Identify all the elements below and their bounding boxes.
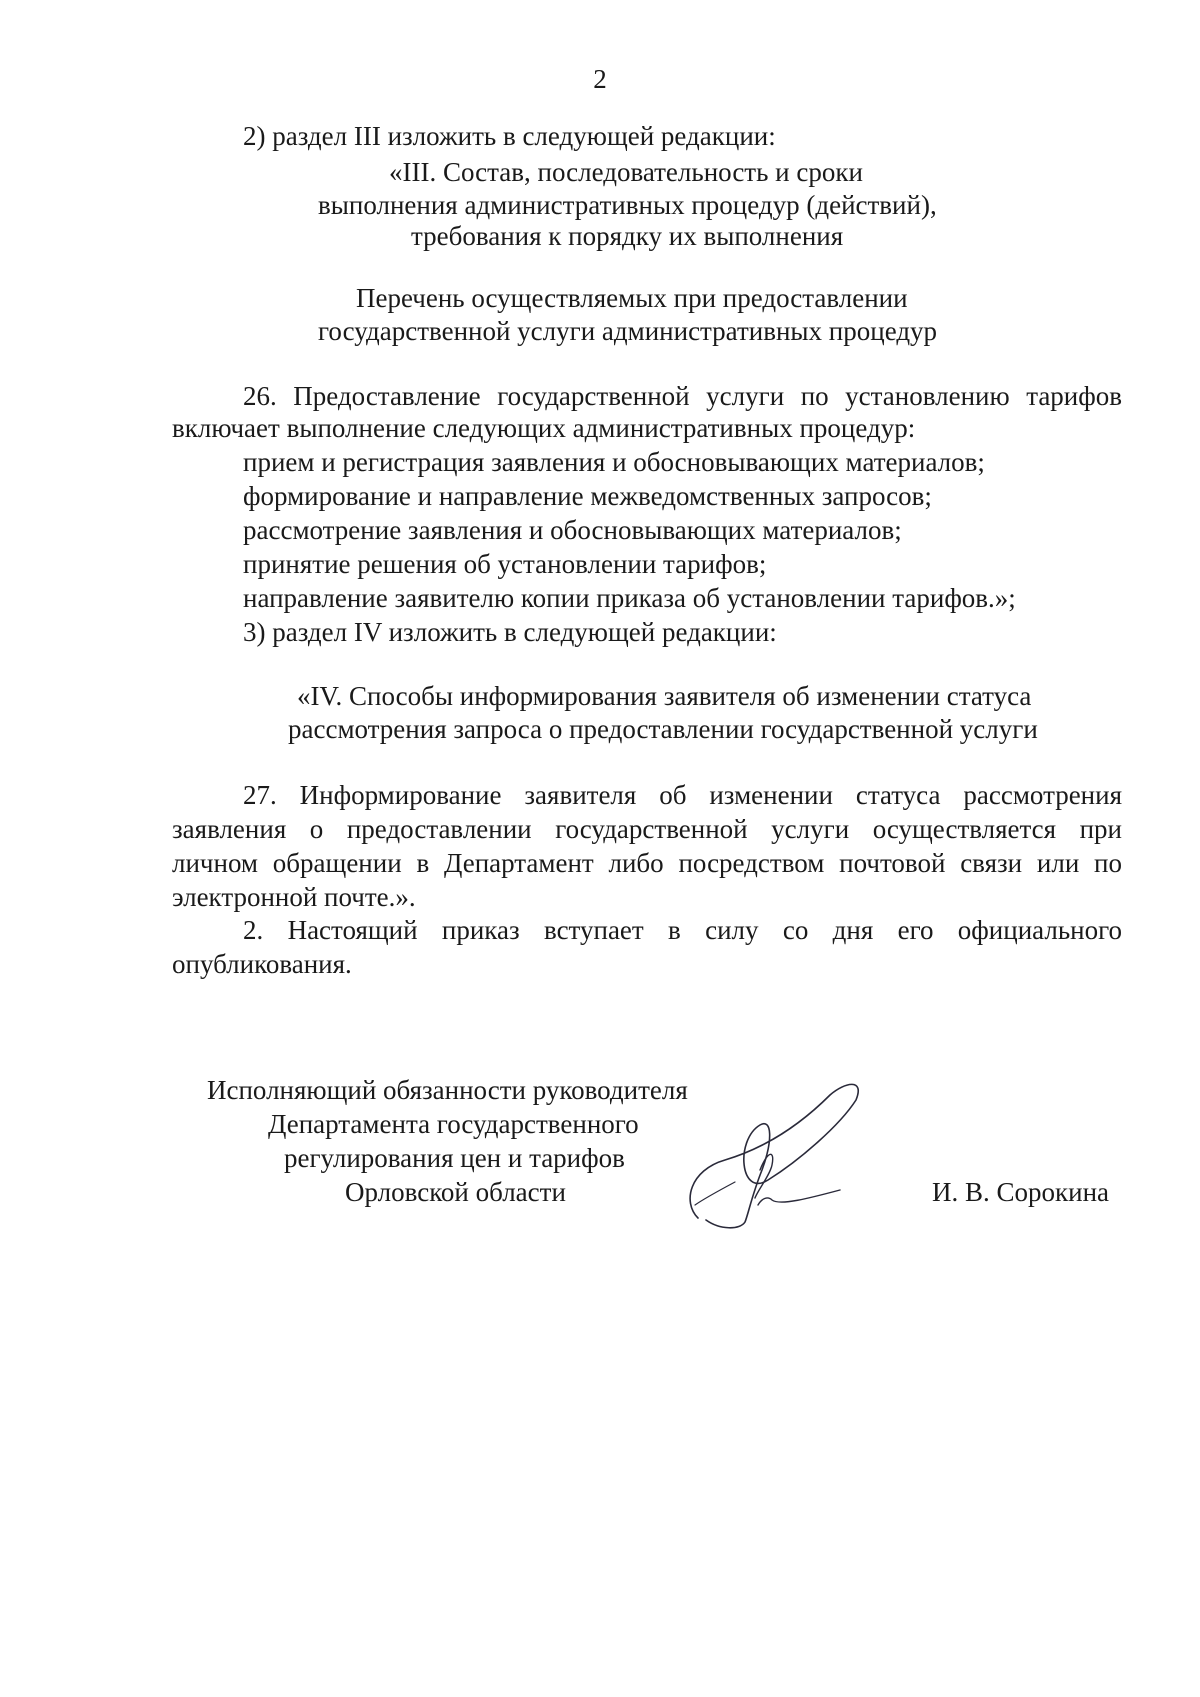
signer-position-line: Исполняющий обязанности руководителя (207, 1075, 688, 1105)
list-item: рассмотрение заявления и обосновывающих материалов; (243, 515, 902, 545)
signer-position-line: Орловской области (345, 1177, 566, 1207)
handwritten-signature (680, 1080, 890, 1230)
section-3-title-line: выполнения административных процедур (действий), (318, 190, 937, 220)
signer-name: И. В. Сорокина (932, 1177, 1110, 1207)
section-3-title-line: «III. Состав, последовательность и сроки (389, 157, 863, 187)
list-item: направление заявителю копии приказа об установлении тарифов.»; (243, 583, 1016, 613)
section-4-title-line: «IV. Способы информирования заявителя об изменении статуса (297, 681, 1032, 711)
list-item: прием и регистрация заявления и обосновывающих материалов; (243, 447, 985, 477)
section-3-subtitle-line: Перечень осуществляемых при предоставлении (356, 283, 908, 313)
paragraph-27-line: 27. Информирование заявителя об изменении статуса рассмотрения (243, 780, 1122, 810)
paragraph-2-line: опубликования. (172, 949, 352, 979)
list-item: формирование и направление межведомственных запросов; (243, 481, 932, 511)
item-2-line: 2) раздел III изложить в следующей редакции: (243, 121, 776, 151)
page-number: 2 (593, 64, 607, 94)
section-4-title-line: рассмотрения запроса о предоставлении государственной услуги (288, 714, 1038, 744)
paragraph-27-line: личном обращении в Департамент либо посредством почтовой связи или по (172, 848, 1122, 878)
paragraph-27-line: электронной почте.». (172, 882, 416, 912)
paragraph-2-line: 2. Настоящий приказ вступает в силу со дня его официального (243, 915, 1122, 945)
paragraph-26-line: 26. Предоставление государственной услуги по установлению тарифов (243, 381, 1122, 411)
signer-position-line: регулирования цен и тарифов (284, 1143, 625, 1173)
paragraph-27-line: заявления о предоставлении государственной услуги осуществляется при (172, 814, 1122, 844)
item-3-line: 3) раздел IV изложить в следующей редакции: (243, 617, 777, 647)
signer-position-line: Департамента государственного (268, 1109, 639, 1139)
section-3-subtitle-line: государственной услуги административных процедур (318, 316, 938, 346)
section-3-title-line: требования к порядку их выполнения (411, 221, 844, 251)
list-item: принятие решения об установлении тарифов; (243, 549, 767, 579)
paragraph-26-line: включает выполнение следующих административных процедур: (172, 413, 916, 443)
